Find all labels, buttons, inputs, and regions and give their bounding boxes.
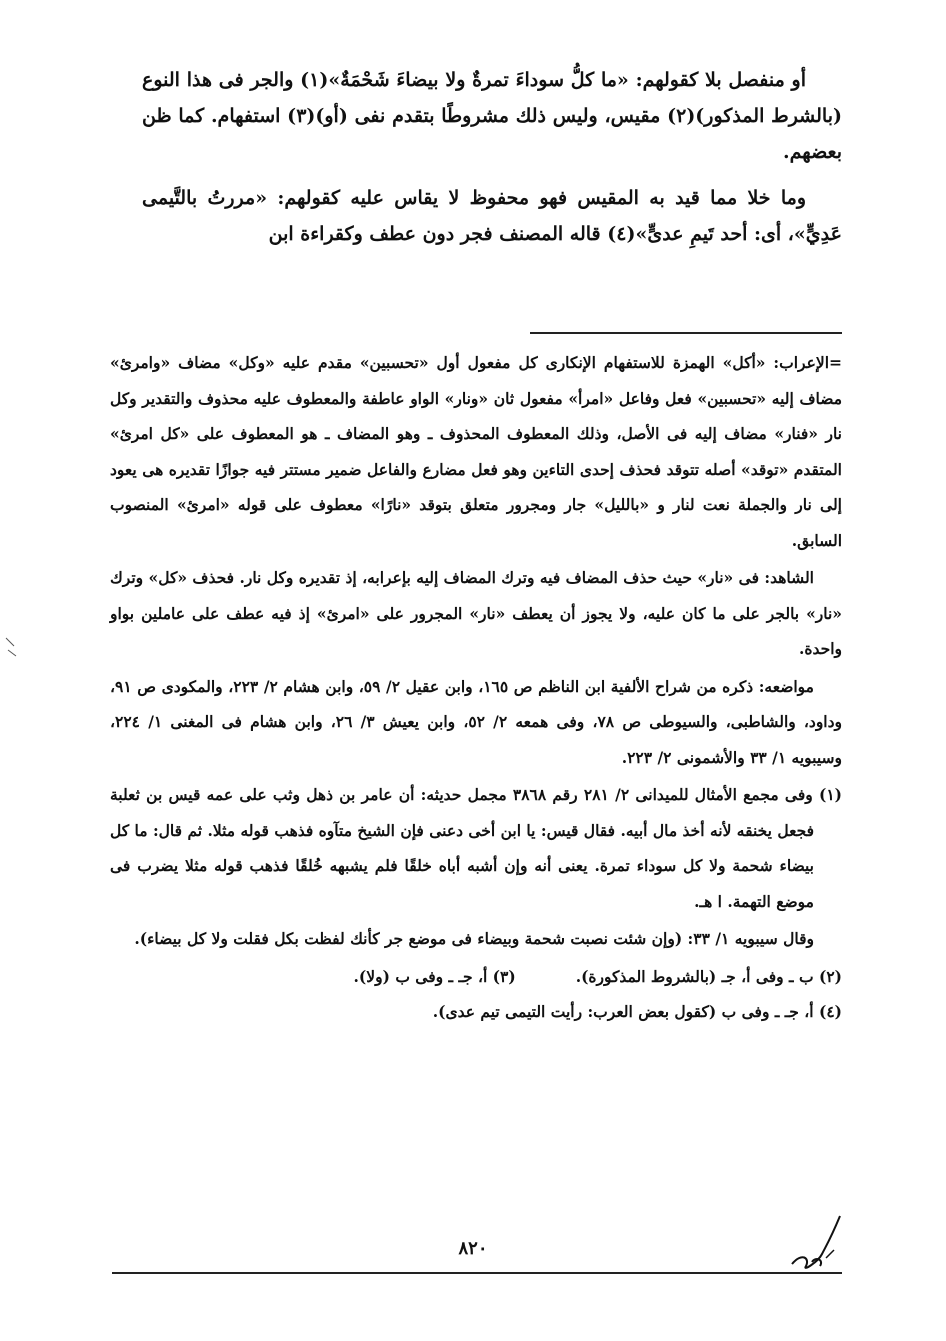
- footnote-sibawayh: وقال سيبويه ١/ ٣٣: (وإن شئت نصبت شحمة وبيضاء فى موضع جر كأنك لفظت بكل فقلت ولا كل بيضاء).: [134, 929, 814, 948]
- handwritten-signature-icon: [782, 1212, 846, 1272]
- main-paragraph-1: أو منفصل بلا كقولهم: «ما كلُّ سوداءَ تمرةٌ ولا بيضاءَ شَحْمَةٌ»(١) والجر فى هذا النوع (بالشرط المذكور)(٢) مقيس، وليس ذلك مشروطًا بتقدم نفى (أو)(٣) استفهام. كما ظن بعضهم.: [142, 69, 842, 163]
- footnotes-2-3-row: [110, 959, 842, 995]
- footnote-1: (١) وفى مجمع الأمثال للميدانى ٢/ ٢٨١ رقم ٣٨٦٨ مجمل حديثه: أن عامر بن ذهل وثب على عمه قيس بن ثعلبة فجعل يخنقه لأنه أخذ مال أبيه. فقال قيس: يا ابن أخى دعنى فإن الشيخ متآوه فذهب قوله مثلا. ثم قال: ما كل بيضاء شحمة ولا كل سوداء تمرة. يعنى أنه وإن أشبه أباه خلقًا فلم يشبهه خُلقًا فذهب قوله مثلا يضرب فى موضع التهمة. ا هـ.: [110, 785, 842, 911]
- footnote-2: (٢) ب ـ وفى أ، جـ (بالشروط المذكورة).: [575, 966, 842, 986]
- footnotes: [110, 345, 842, 1032]
- footnote-irab: =الإعراب: «أكل» الهمزة للاستفهام الإنكارى كل مفعول أول «تحسبين» مقدم عليه «وكل» مضاف «وامرئ» مضاف إليه «تحسبين» فعل وفاعل «امرأ» مفعول ثان «ونار» الواو عاطفة والمعطوف عليه محذوف والتقدير وكل نار «فنار» مضاف إليه فى الأصل، وذلك المعطوف المحذوف ـ وهو المضاف ـ هو المعطوف على «كل امرئ» المتقدم «توقد» أصله تتوقد فحذف إحدى التاءين وهو فعل مضارع والفاعل ضمير مستتر فيه جوازًا تقديره هى يعود إلى نار والجملة نعت لنار و «بالليل» جار ومجرور متعلق بتوقد «نارًا» معطوف على قوله «امرئ» المنصوب السابق.: [110, 353, 842, 550]
- main-paragraph-2: وما خلا مما قيد به المقيس فهو محفوظ لا يقاس عليه كقولهم: «مررتُ بالتَّيمى عَدِيٍّ»، أى: أحد تَيمِ عدىٍّ»(٤) قاله المصنف فجر دون عطف وكقراءة ابن: [142, 187, 842, 245]
- main-text: [142, 62, 842, 262]
- footnote-mawadi: مواضعه: ذكره من شراح الألفية ابن الناظم ص ١٦٥، وابن عقيل ٢/ ٥٩، وابن هشام ٢/ ٢٢٣، والمكودى ص ٩١، وداود، والشاطبى، والسيوطى ص ٧٨، وفى همعه ٢/ ٥٢، وابن يعيش ٣/ ٢٦، وابن هشام فى المغنى ١/ ٢٢٤، وسيبويه ١/ ٣٣ والأشمونى ٢/ ٢٢٣.: [110, 676, 843, 767]
- footnote-4: (٤) أ، جـ ـ وفى ب (كقول بعض العرب: رأيت التيمى تيم عدى).: [432, 1002, 842, 1021]
- bottom-rule: [112, 1272, 842, 1274]
- footnote-shahid: الشاهد: فى «نار» حيث حذف المضاف فيه وترك المضاف إليه بإعرابه، إذ تقديره وكل نار. فحذف «كل» وترك «نار» بالجر على ما كان عليه، ولا يجوز أن يعطف «نار» المجرور على «امرئ» إذ فيه عطف على عاملين بواو واحدة.: [110, 568, 842, 658]
- margin-scan-mark: [4, 636, 18, 658]
- footnote-3: (٣) أ، جـ ـ وفى ب (ولا).: [353, 966, 516, 986]
- footnote-divider: [530, 332, 842, 334]
- page-number: ٨٢٠: [458, 1238, 488, 1259]
